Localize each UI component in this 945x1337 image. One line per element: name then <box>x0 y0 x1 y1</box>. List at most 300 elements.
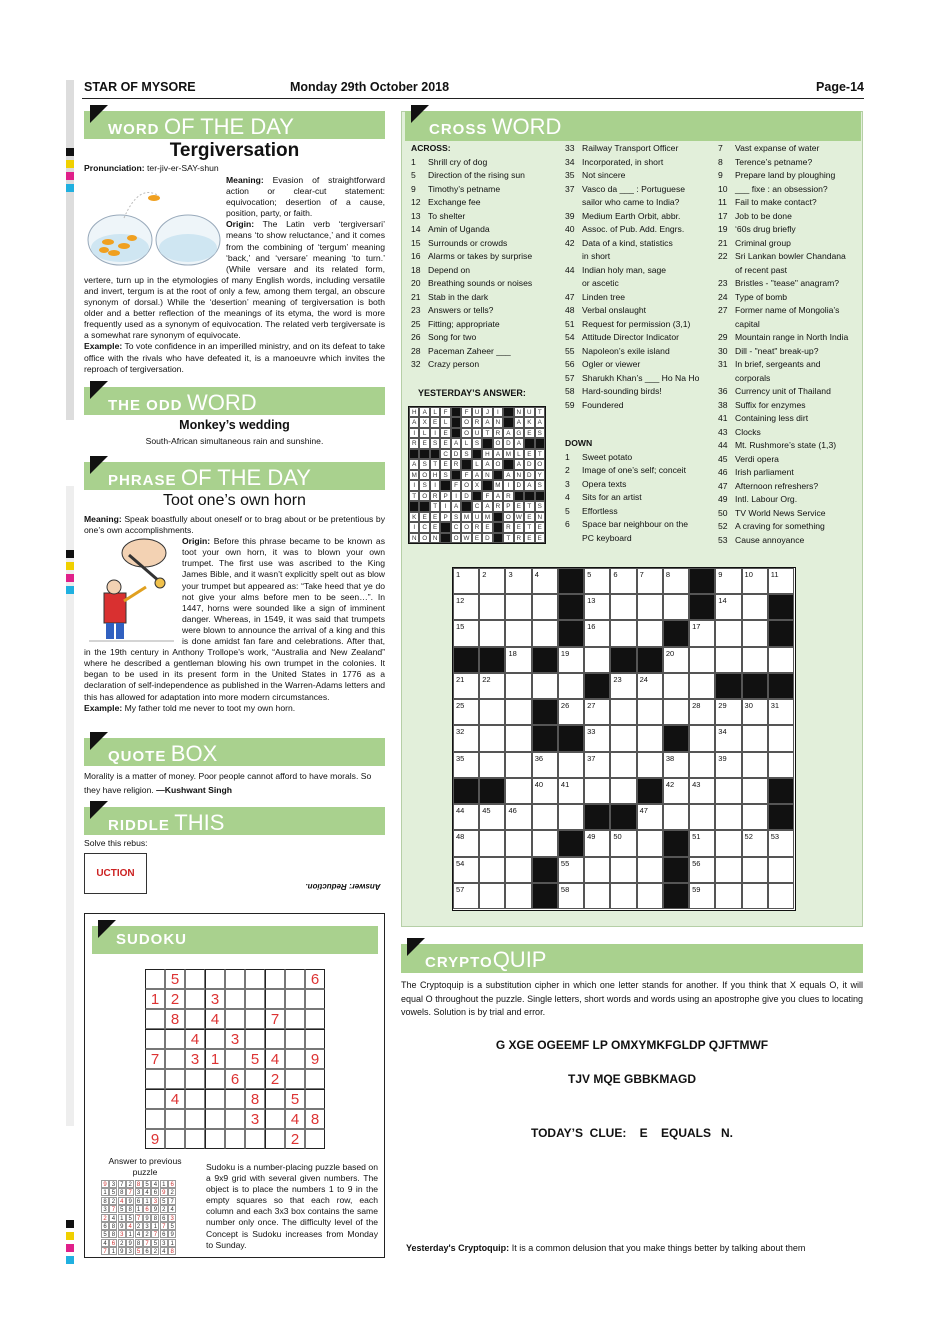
sudoku-cell[interactable] <box>305 1089 325 1109</box>
sudoku-cell[interactable] <box>145 1109 165 1129</box>
crossword-cell[interactable] <box>532 830 558 856</box>
sudoku-cell[interactable] <box>245 969 265 989</box>
crossword-black-cell <box>637 778 663 804</box>
sudoku-cell[interactable] <box>185 1069 205 1089</box>
crossword-cell[interactable]: 51 <box>689 830 715 856</box>
crossword-cell[interactable] <box>558 673 584 699</box>
crossword-black-cell <box>689 568 715 594</box>
sudoku-cell[interactable] <box>305 1029 325 1049</box>
sudoku-cell[interactable]: 5 <box>245 1049 265 1069</box>
sudoku-cell[interactable] <box>245 1069 265 1089</box>
sudoku-cell[interactable] <box>265 1109 285 1129</box>
clue: 28 Paceman Zaheer ___ <box>411 345 511 356</box>
crossword-cell[interactable] <box>715 804 741 830</box>
answer-cell <box>440 480 450 490</box>
crossword-cell[interactable] <box>663 804 689 830</box>
crossword-cell[interactable] <box>637 725 663 751</box>
sudoku-cell[interactable]: 8 <box>245 1089 265 1109</box>
answer-cell: P <box>440 512 450 522</box>
sudoku-cell[interactable] <box>165 1029 185 1049</box>
sudoku-cell[interactable] <box>285 1049 305 1069</box>
clue: 57 Sharukh Khan’s ___ Ho Na Ho <box>565 372 700 383</box>
answer-cell: I <box>451 491 461 501</box>
sudoku-cell[interactable] <box>225 1109 245 1129</box>
crossword-cell[interactable]: 25 <box>453 699 479 725</box>
sudoku-cell[interactable] <box>165 1109 185 1129</box>
sudoku-cell[interactable]: 9 <box>305 1049 325 1069</box>
crossword-cell[interactable]: 7 <box>637 568 663 594</box>
sudoku-cell[interactable]: 7 <box>145 1049 165 1069</box>
sudoku-cell[interactable] <box>245 1129 265 1149</box>
crossword-cell[interactable] <box>742 725 768 751</box>
crossword-cell[interactable]: 47 <box>637 804 663 830</box>
crossword-cell[interactable]: 54 <box>453 857 479 883</box>
crossword-cell[interactable]: 1 <box>453 568 479 594</box>
sudoku-cell[interactable] <box>205 1129 225 1149</box>
answer-cell: C <box>419 522 429 532</box>
answer-cell: A <box>482 459 492 469</box>
crossword-cell[interactable]: 8 <box>663 568 689 594</box>
sudoku-cell[interactable] <box>265 989 285 1009</box>
answer-cell: E <box>524 428 534 438</box>
crossword-black-cell <box>479 778 505 804</box>
crossword-cell[interactable]: 13 <box>584 594 610 620</box>
sudoku-cell[interactable] <box>185 1109 205 1129</box>
crossword-cell[interactable]: 11 <box>768 568 794 594</box>
clue: 9 Prepare land by ploughing <box>718 170 836 180</box>
sudoku-cell[interactable] <box>205 969 225 989</box>
sudoku-cell[interactable] <box>265 1089 285 1109</box>
crossword-cell[interactable] <box>689 647 715 673</box>
sudoku-cell[interactable] <box>245 989 265 1009</box>
crossword-cell[interactable]: 38 <box>663 752 689 778</box>
sudoku-cell[interactable]: 2 <box>165 989 185 1009</box>
sudoku-cell[interactable]: 6 <box>305 969 325 989</box>
sudoku-grid[interactable] <box>145 969 325 1149</box>
crossword-cell[interactable] <box>479 883 505 909</box>
crossword-cell[interactable]: 33 <box>584 725 610 751</box>
crossword-cell[interactable] <box>768 857 794 883</box>
clue: 38 Suffix for enzymes <box>718 399 806 410</box>
answer-cell: O <box>461 428 471 438</box>
sudoku-cell[interactable] <box>165 1049 185 1069</box>
crossword-cell[interactable] <box>532 620 558 646</box>
crossword-cell[interactable] <box>505 883 531 909</box>
clue: 39 Medium Earth Orbit, abbr. <box>565 210 681 221</box>
crossword-cell[interactable] <box>742 883 768 909</box>
clue: 52 A craving for something <box>718 521 825 531</box>
sudoku-cell[interactable]: 3 <box>225 1029 245 1049</box>
sudoku-cell[interactable]: 6 <box>225 1069 245 1089</box>
answer-cell: A <box>503 428 513 438</box>
sudoku-cell[interactable]: 1 <box>205 1049 225 1069</box>
crossword-cell[interactable] <box>479 830 505 856</box>
crossword-black-cell <box>558 594 584 620</box>
solution-cell: 9 <box>151 1205 159 1213</box>
answer-cell: G <box>514 428 524 438</box>
crossword-cell[interactable]: 18 <box>505 647 531 673</box>
crossword-cell[interactable]: 29 <box>715 699 741 725</box>
clue: 35 Not sincere <box>565 170 626 180</box>
answer-cell <box>461 501 471 511</box>
crossword-cell[interactable] <box>742 647 768 673</box>
sudoku-cell[interactable]: 4 <box>165 1089 185 1109</box>
sudoku-cell[interactable] <box>205 1069 225 1089</box>
sudoku-cell[interactable] <box>165 1069 185 1089</box>
answer-cell: M <box>493 480 503 490</box>
header-rule <box>82 98 864 99</box>
solution-cell: 2 <box>151 1247 159 1255</box>
sudoku-cell[interactable] <box>185 1129 205 1149</box>
solution-cell: 5 <box>151 1239 159 1247</box>
answer-cell: W <box>461 533 471 543</box>
crossword-cell[interactable] <box>663 594 689 620</box>
answer-cell <box>409 449 419 459</box>
crossword-cell[interactable]: 17 <box>689 620 715 646</box>
sudoku-cell[interactable] <box>185 1089 205 1109</box>
answer-cell: I <box>503 480 513 490</box>
answer-cell: M <box>461 512 471 522</box>
crossword-cell[interactable]: 53 <box>768 830 794 856</box>
crossword-cell[interactable]: 41 <box>558 778 584 804</box>
crossword-cell[interactable] <box>715 620 741 646</box>
crossword-cell[interactable] <box>505 594 531 620</box>
crossword-cell[interactable] <box>637 752 663 778</box>
answer-cell: P <box>503 501 513 511</box>
crossword-cell[interactable]: 36 <box>532 752 558 778</box>
crossword-cell[interactable] <box>532 673 558 699</box>
sudoku-cell[interactable] <box>285 1009 305 1029</box>
solution-cell: 5 <box>109 1188 117 1196</box>
crossword-cell[interactable] <box>663 699 689 725</box>
crossword-cell[interactable]: 52 <box>742 830 768 856</box>
sudoku-cell[interactable]: 5 <box>285 1089 305 1109</box>
crossword-cell[interactable]: 10 <box>742 568 768 594</box>
sudoku-cell[interactable] <box>265 969 285 989</box>
crossword-cell[interactable] <box>637 699 663 725</box>
answer-cell: H <box>430 470 440 480</box>
cryptoquip-header: CRYPTOQUIP <box>401 944 863 973</box>
solution-cell: 8 <box>109 1222 117 1230</box>
solution-cell: 3 <box>109 1180 117 1188</box>
crossword-cell[interactable] <box>479 752 505 778</box>
solution-cell: 7 <box>101 1247 109 1255</box>
crossword-cell[interactable] <box>742 594 768 620</box>
solution-cell: 4 <box>160 1247 168 1255</box>
crossword-cell[interactable] <box>610 725 636 751</box>
solution-cell: 1 <box>143 1197 151 1205</box>
clue: 58 Hard-sounding birds! <box>565 386 662 396</box>
crossword-cell[interactable]: 45 <box>479 804 505 830</box>
answer-cell: A <box>514 459 524 469</box>
crossword-cell[interactable]: 22 <box>479 673 505 699</box>
clue: 22 Sri Lankan bowler Chandana <box>718 251 846 261</box>
answer-cell: S <box>535 501 545 511</box>
crossword-cell[interactable] <box>637 620 663 646</box>
crossword-cell[interactable]: 15 <box>453 620 479 646</box>
crossword-cell[interactable] <box>532 804 558 830</box>
sudoku-cell[interactable] <box>285 1029 305 1049</box>
crossword-black-cell <box>532 883 558 909</box>
crossword-black-cell <box>663 857 689 883</box>
solution-cell: 1 <box>160 1180 168 1188</box>
crossword-cell[interactable] <box>742 804 768 830</box>
answer-cell: K <box>524 417 534 427</box>
sudoku-cell[interactable] <box>185 1009 205 1029</box>
sudoku-cell[interactable]: 4 <box>205 1009 225 1029</box>
sudoku-cell[interactable] <box>225 1089 245 1109</box>
crossword-cell[interactable]: 19 <box>558 647 584 673</box>
sudoku-cell[interactable]: 3 <box>245 1109 265 1129</box>
sudoku-cell[interactable] <box>205 1029 225 1049</box>
crossword-cell[interactable] <box>584 647 610 673</box>
crossword-cell[interactable] <box>689 673 715 699</box>
crossword-cell[interactable] <box>742 857 768 883</box>
sudoku-cell[interactable] <box>145 1029 165 1049</box>
sudoku-cell[interactable]: 8 <box>165 1009 185 1029</box>
crossword-cell[interactable]: 59 <box>689 883 715 909</box>
sudoku-cell[interactable]: 2 <box>285 1129 305 1149</box>
crossword-cell[interactable] <box>610 778 636 804</box>
cryptoquip-intro: The Cryptoquip is a substitution cipher in which one letter stands for another. If you think that X equals O, it will equal O throughout the puzzle. Single letters, short words and words using an apostrophe give you clues to locating vowels. Solution is by trial and error. <box>401 980 863 1017</box>
crossword-cell[interactable] <box>610 594 636 620</box>
sudoku-cell[interactable] <box>285 989 305 1009</box>
answer-cell: E <box>482 522 492 532</box>
crossword-cell[interactable] <box>715 647 741 673</box>
crossword-grid[interactable] <box>452 567 796 911</box>
sudoku-cell[interactable]: 4 <box>185 1029 205 1049</box>
answer-cell: I <box>493 407 503 417</box>
crossword-cell[interactable]: 28 <box>689 699 715 725</box>
crossword-cell[interactable] <box>558 804 584 830</box>
crossword-cell[interactable]: 58 <box>558 883 584 909</box>
sudoku-cell[interactable] <box>305 1129 325 1149</box>
sudoku-cell[interactable] <box>225 969 245 989</box>
across-clues-a: ACROSS: 1 Shrill cry of dog 5 Direction of the rising sun 9 Timothy’s petname 12 Exchange fee 13 To shelter 14 Amin of Uganda 15 Surrounds or crowds 16 Alarms or takes by surprise 18 Depend on 20 Breathing sounds or noises 21 Stab in the dark 23 Answers or tells? 25 Fitting; appropriate 26 Song for two 28 Paceman Zaheer ___ 32 Crazy person <box>411 142 561 372</box>
crossword-cell[interactable] <box>610 752 636 778</box>
solution-cell: 8 <box>101 1197 109 1205</box>
sudoku-cell[interactable] <box>265 1029 285 1049</box>
crossword-cell[interactable] <box>768 883 794 909</box>
crossword-cell[interactable]: 23 <box>610 673 636 699</box>
sudoku-cell[interactable] <box>305 1009 325 1029</box>
crossword-cell[interactable]: 16 <box>584 620 610 646</box>
sudoku-cell[interactable] <box>305 1069 325 1089</box>
crossword-cell[interactable] <box>768 725 794 751</box>
answer-cell: E <box>440 438 450 448</box>
crossword-cell[interactable] <box>479 620 505 646</box>
answer-cell: S <box>472 438 482 448</box>
sudoku-cell[interactable] <box>245 1009 265 1029</box>
crossword-cell[interactable] <box>505 673 531 699</box>
crossword-cell[interactable] <box>637 883 663 909</box>
crossword-cell[interactable] <box>505 620 531 646</box>
sudoku-cell[interactable] <box>145 1009 165 1029</box>
answer-cell <box>419 501 429 511</box>
answer-cell: F <box>451 480 461 490</box>
answer-cell: O <box>461 522 471 532</box>
sudoku-cell[interactable] <box>225 1129 245 1149</box>
sudoku-cell[interactable] <box>225 989 245 1009</box>
answer-cell: I <box>430 428 440 438</box>
across-clues-b <box>565 142 715 412</box>
sudoku-cell[interactable]: 5 <box>165 969 185 989</box>
answer-cell <box>440 522 450 532</box>
crossword-cell[interactable] <box>715 857 741 883</box>
sudoku-cell[interactable] <box>225 1049 245 1069</box>
crossword-cell[interactable] <box>715 883 741 909</box>
crossword-cell[interactable] <box>584 857 610 883</box>
clue: 5 Effortless <box>565 505 618 516</box>
crossword-cell[interactable]: 20 <box>663 647 689 673</box>
crossword-cell[interactable] <box>505 830 531 856</box>
answer-cell: N <box>493 417 503 427</box>
sudoku-cell[interactable]: 2 <box>265 1069 285 1089</box>
answer-cell: M <box>503 449 513 459</box>
sudoku-cell[interactable] <box>185 989 205 1009</box>
crossword-cell[interactable] <box>505 857 531 883</box>
crossword-cell[interactable] <box>663 673 689 699</box>
crossword-cell[interactable]: 49 <box>584 830 610 856</box>
crossword-cell[interactable] <box>637 830 663 856</box>
crossword-cell[interactable]: 43 <box>689 778 715 804</box>
crossword-cell[interactable] <box>479 857 505 883</box>
sudoku-cell[interactable] <box>145 1089 165 1109</box>
sudoku-cell[interactable]: 3 <box>205 989 225 1009</box>
sudoku-cell[interactable] <box>225 1009 245 1029</box>
crossword-cell[interactable] <box>505 699 531 725</box>
clue: 26 Song for two <box>411 332 477 342</box>
crossword-cell[interactable]: 50 <box>610 830 636 856</box>
crossword-cell[interactable] <box>479 699 505 725</box>
crossword-cell[interactable]: 37 <box>584 752 610 778</box>
sudoku-cell[interactable]: 8 <box>305 1109 325 1129</box>
color-swatch <box>66 1244 74 1252</box>
crossword-cell[interactable]: 56 <box>689 857 715 883</box>
answer-cell: R <box>451 459 461 469</box>
answer-cell: A <box>451 438 461 448</box>
crossword-cell[interactable] <box>768 647 794 673</box>
sudoku-cell[interactable]: 4 <box>265 1049 285 1069</box>
crossword-cell[interactable] <box>584 778 610 804</box>
crossword-cell[interactable]: 46 <box>505 804 531 830</box>
crossword-cell[interactable]: 6 <box>610 568 636 594</box>
sudoku-cell[interactable] <box>285 969 305 989</box>
crossword-cell[interactable]: 39 <box>715 752 741 778</box>
solution-cell: 2 <box>101 1214 109 1222</box>
crossword-cell[interactable]: 55 <box>558 857 584 883</box>
answer-cell: U <box>472 512 482 522</box>
crossword-cell[interactable]: 9 <box>715 568 741 594</box>
solution-cell: 8 <box>135 1239 143 1247</box>
color-swatch <box>66 1256 74 1264</box>
crossword-cell[interactable] <box>505 752 531 778</box>
sudoku-cell[interactable]: 9 <box>145 1129 165 1149</box>
answer-cell: O <box>419 470 429 480</box>
solution-cell: 1 <box>135 1205 143 1213</box>
sudoku-cell[interactable] <box>145 1069 165 1089</box>
crossword-black-cell <box>715 673 741 699</box>
crossword-cell[interactable]: 32 <box>453 725 479 751</box>
sudoku-cell[interactable] <box>265 1129 285 1149</box>
crossword-cell[interactable] <box>610 699 636 725</box>
riddle-prompt: Solve this rebus: <box>84 838 148 848</box>
crossword-cell[interactable]: 12 <box>453 594 479 620</box>
crossword-cell[interactable] <box>505 778 531 804</box>
crossword-cell[interactable] <box>610 620 636 646</box>
crossword-cell[interactable]: 5 <box>584 568 610 594</box>
sudoku-cell[interactable] <box>145 969 165 989</box>
crossword-cell[interactable]: 2 <box>479 568 505 594</box>
crossword-cell[interactable]: 30 <box>742 699 768 725</box>
sudoku-cell[interactable]: 7 <box>265 1009 285 1029</box>
crossword-cell[interactable] <box>505 725 531 751</box>
crossword-cell[interactable]: 3 <box>505 568 531 594</box>
crossword-cell[interactable] <box>479 594 505 620</box>
crossword-cell[interactable]: 35 <box>453 752 479 778</box>
crossword-cell[interactable]: 26 <box>558 699 584 725</box>
crossword-cell[interactable] <box>689 752 715 778</box>
crossword-cell[interactable] <box>637 857 663 883</box>
crossword-cell[interactable] <box>742 778 768 804</box>
sudoku-cell[interactable]: 4 <box>285 1109 305 1129</box>
crossword-cell[interactable] <box>715 778 741 804</box>
clue: 54 Attitude Director Indicator <box>565 332 679 342</box>
answer-cell: D <box>514 480 524 490</box>
sudoku-cell[interactable] <box>205 1089 225 1109</box>
sudoku-cell[interactable]: 3 <box>185 1049 205 1069</box>
crossword-cell[interactable]: 21 <box>453 673 479 699</box>
crossword-cell[interactable]: 4 <box>532 568 558 594</box>
answer-cell <box>524 491 534 501</box>
answer-cell: R <box>472 522 482 532</box>
crossword-cell[interactable]: 40 <box>532 778 558 804</box>
crossword-cell[interactable]: 42 <box>663 778 689 804</box>
crossword-cell[interactable] <box>715 830 741 856</box>
crossword-cell[interactable]: 44 <box>453 804 479 830</box>
sudoku-cell[interactable]: 1 <box>145 989 165 1009</box>
crossword-cell[interactable] <box>532 594 558 620</box>
crossword-cell[interactable] <box>742 752 768 778</box>
sudoku-cell[interactable] <box>165 1129 185 1149</box>
solution-cell: 4 <box>151 1180 159 1188</box>
crossword-cell[interactable] <box>742 620 768 646</box>
crossword-cell[interactable]: 34 <box>715 725 741 751</box>
sudoku-cell[interactable] <box>245 1029 265 1049</box>
crossword-cell[interactable]: 24 <box>637 673 663 699</box>
answer-cell: L <box>461 438 471 448</box>
crossword-cell[interactable] <box>558 752 584 778</box>
crossword-cell[interactable] <box>584 883 610 909</box>
crossword-cell[interactable] <box>689 804 715 830</box>
solution-cell: 9 <box>126 1239 134 1247</box>
crossword-cell[interactable]: 14 <box>715 594 741 620</box>
crossword-cell[interactable]: 31 <box>768 699 794 725</box>
sudoku-cell[interactable] <box>305 989 325 1009</box>
crossword-cell[interactable]: 48 <box>453 830 479 856</box>
sudoku-cell[interactable] <box>185 969 205 989</box>
sudoku-cell[interactable] <box>285 1069 305 1089</box>
crossword-cell[interactable] <box>610 857 636 883</box>
crossword-cell[interactable]: 57 <box>453 883 479 909</box>
crossword-cell[interactable] <box>610 883 636 909</box>
crossword-cell[interactable] <box>768 752 794 778</box>
crossword-cell[interactable] <box>479 725 505 751</box>
sudoku-cell[interactable] <box>205 1109 225 1129</box>
crossword-cell[interactable] <box>689 725 715 751</box>
crossword-cell[interactable] <box>637 594 663 620</box>
crossword-cell[interactable]: 27 <box>584 699 610 725</box>
